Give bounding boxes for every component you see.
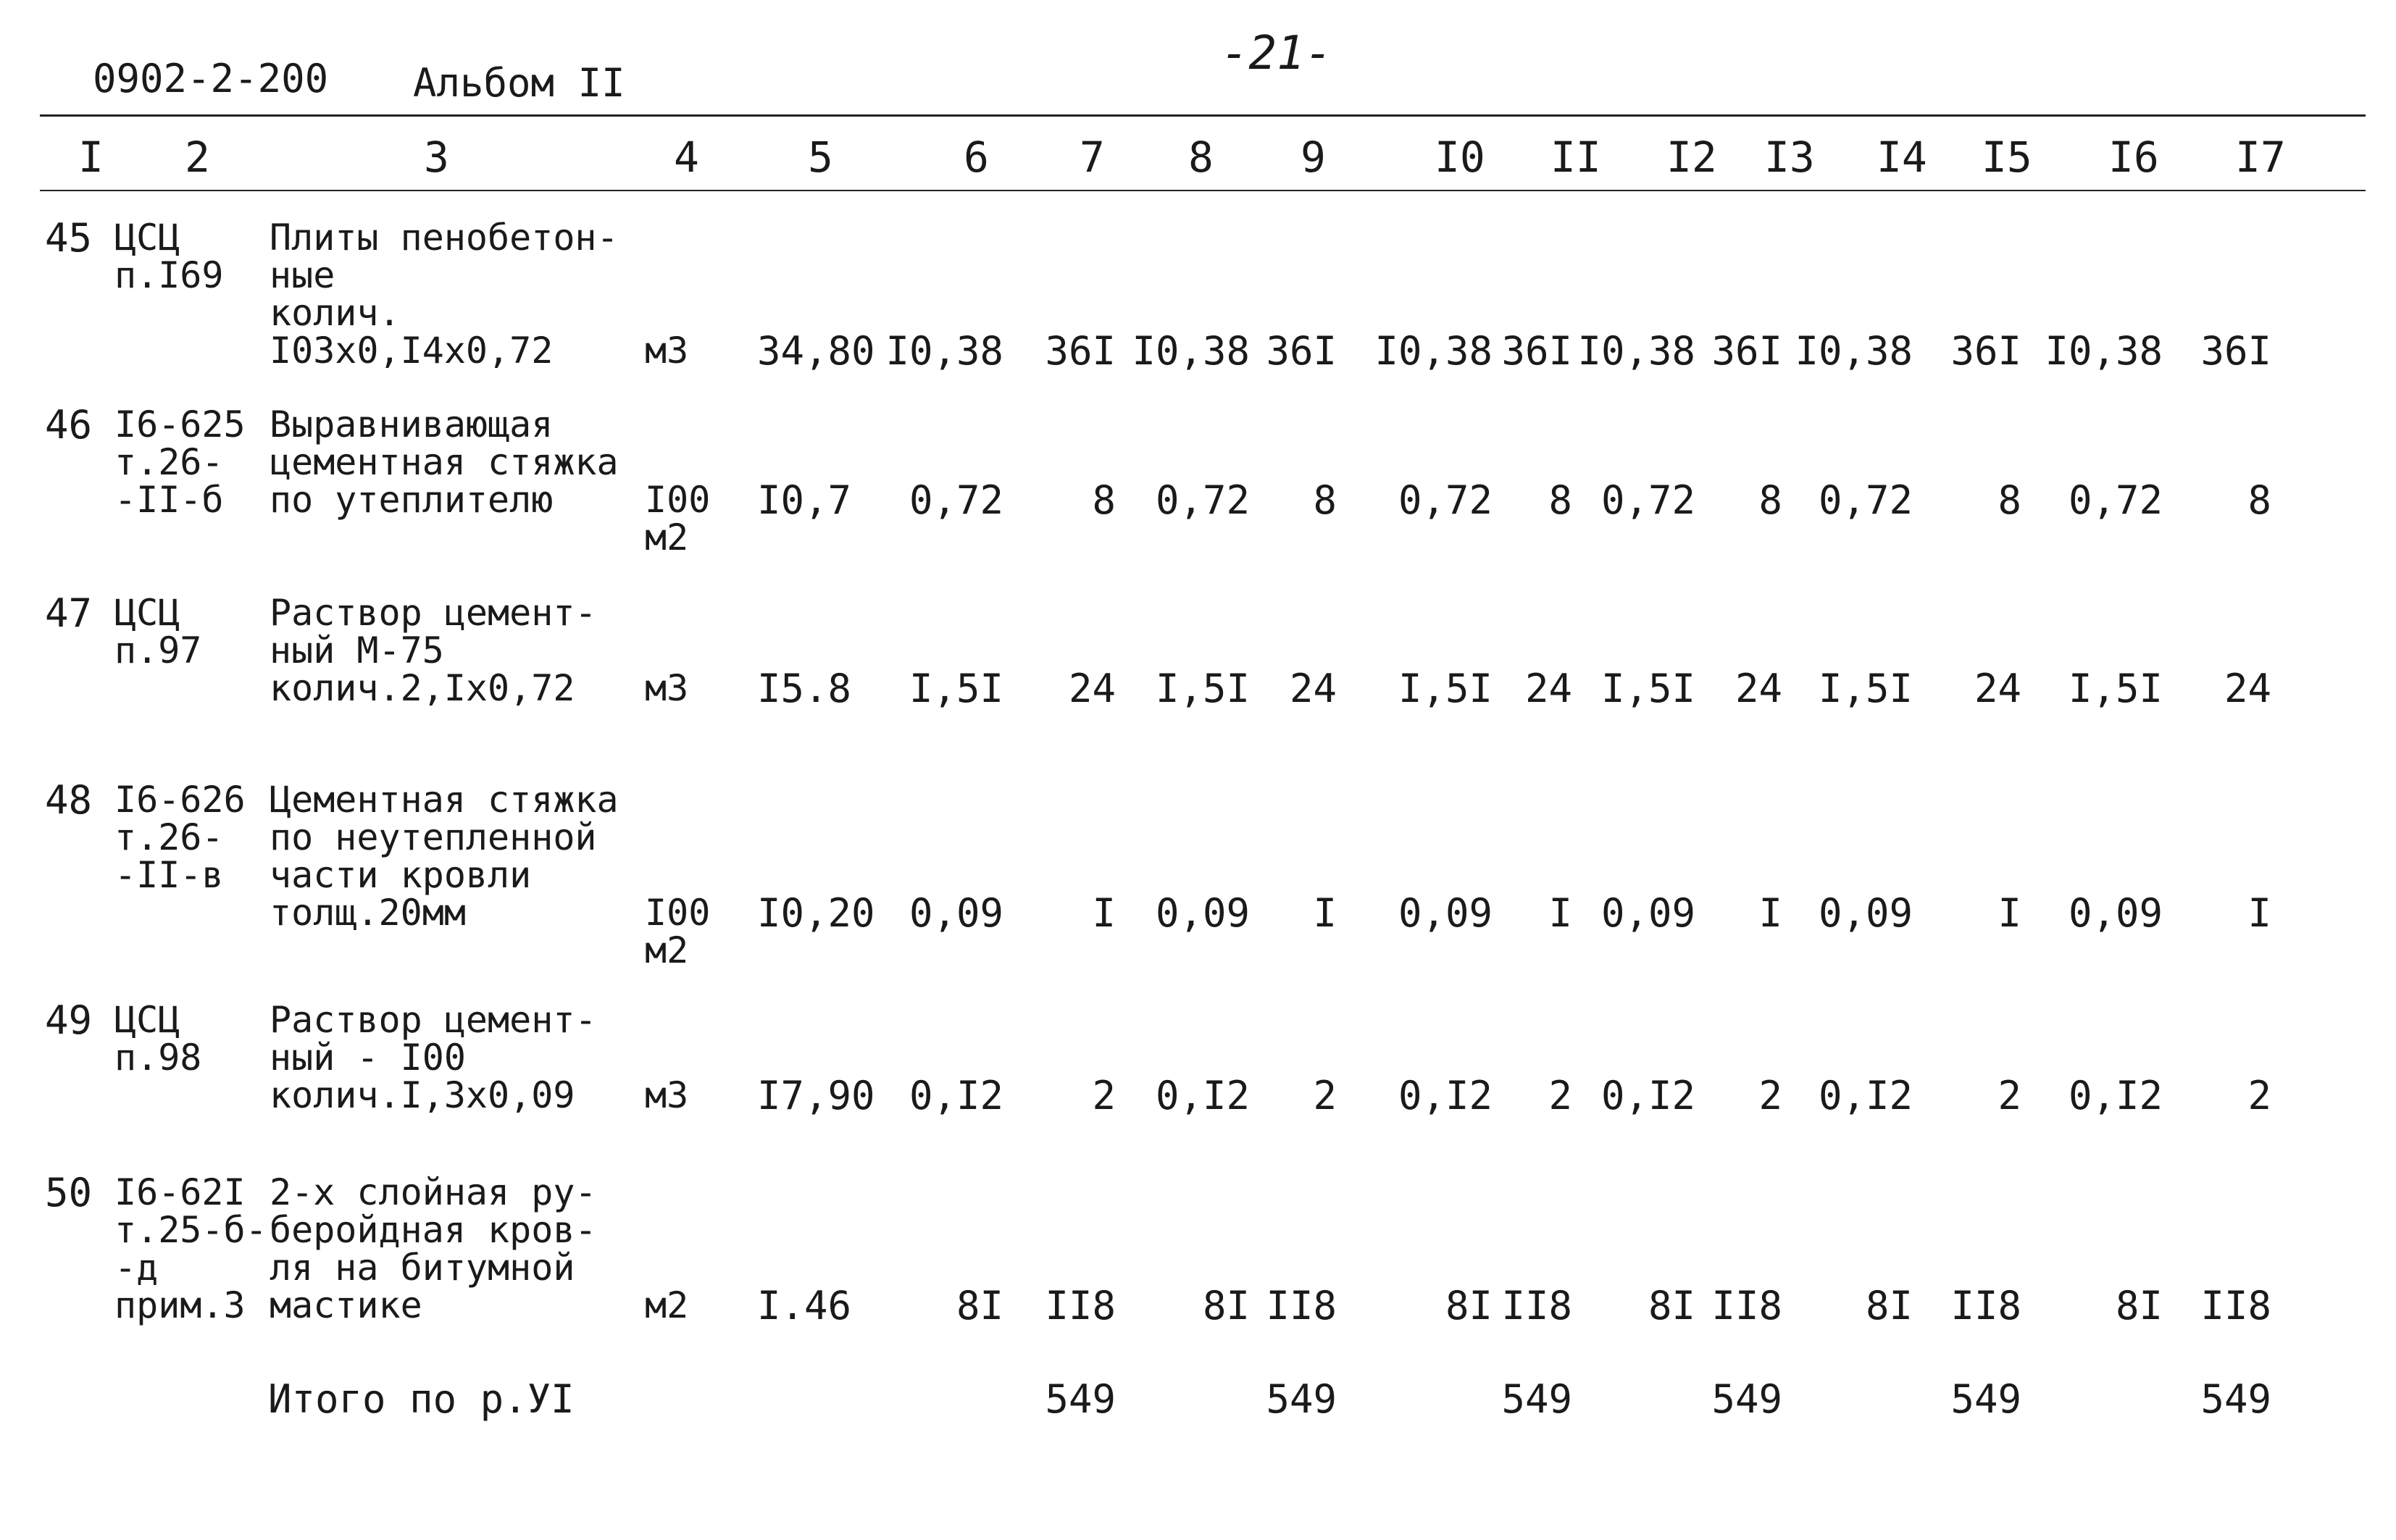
column-value: II8 (1950, 1283, 2021, 1328)
column-value: 0,72 (909, 477, 1003, 523)
norm-code: ЦСЦ (114, 592, 180, 634)
unit-cost: I0,7 (757, 477, 852, 523)
work-description: мастике (270, 1284, 422, 1326)
column-value: 0,I2 (2068, 1073, 2163, 1118)
row-number: 48 (45, 777, 93, 823)
column-number: I4 (1877, 133, 1927, 182)
total-label: Итого по р.УI (268, 1376, 575, 1422)
column-number: 7 (1080, 133, 1105, 182)
column-value: 2 (1313, 1073, 1337, 1118)
column-value: 0,I2 (1600, 1073, 1695, 1118)
column-value: I,5I (1398, 666, 1493, 711)
column-value: I (2247, 890, 2271, 936)
column-value: I0,38 (2045, 328, 2163, 374)
norm-code: -д (114, 1247, 159, 1289)
column-value: 24 (2224, 666, 2271, 711)
column-value: 0,09 (1398, 890, 1493, 936)
column-value: 0,I2 (1818, 1073, 1913, 1118)
row-number: 46 (45, 402, 93, 448)
column-value: II8 (1711, 1283, 1782, 1328)
column-value: 8 (1313, 477, 1337, 523)
column-value: 8 (1548, 477, 1572, 523)
column-value: I0,38 (1577, 328, 1695, 374)
unit: м3 (645, 667, 689, 709)
norm-code: т.25-б- (114, 1209, 267, 1251)
column-value: 36I (1266, 328, 1337, 374)
column-value: 0,09 (1818, 890, 1913, 936)
column-value: I0,38 (1132, 328, 1250, 374)
column-value: 36I (1501, 328, 1572, 374)
column-number: I7 (2235, 133, 2286, 182)
column-number: II (1550, 133, 1601, 182)
unit: I00 (645, 479, 711, 521)
row-number: 45 (45, 215, 93, 261)
column-value: 8I (1445, 1283, 1493, 1328)
column-number: I0 (1435, 133, 1485, 182)
column-value: 0,I2 (909, 1073, 1003, 1118)
column-value: I0,38 (1374, 328, 1493, 374)
unit: I00 (645, 892, 711, 934)
column-value: 8I (956, 1283, 1003, 1328)
column-number: 2 (185, 133, 210, 182)
total-value: 549 (1266, 1376, 1337, 1422)
column-value: 8I (1648, 1283, 1695, 1328)
column-number: I5 (1982, 133, 2032, 182)
column-value: 0,72 (1818, 477, 1913, 523)
work-description: Выравнивающая (270, 403, 554, 445)
column-number: 6 (964, 133, 989, 182)
column-value: I0,38 (885, 328, 1003, 374)
column-value: 0,72 (1600, 477, 1695, 523)
work-description: ный М-75 (270, 629, 444, 671)
work-description: Раствор цемент- (270, 999, 597, 1041)
column-value: I (1548, 890, 1572, 936)
column-value: 0,I2 (1398, 1073, 1493, 1118)
work-description: по утеплителю (270, 479, 554, 521)
column-number: I (78, 133, 104, 182)
column-number: 8 (1188, 133, 1214, 182)
norm-code: п.98 (114, 1037, 202, 1079)
norm-code: -II-б (114, 479, 224, 521)
work-description: I03x0,I4x0,72 (270, 330, 554, 372)
column-number: I3 (1764, 133, 1815, 182)
column-value: 0,09 (909, 890, 1003, 936)
work-description: 2-х слойная ру- (270, 1171, 597, 1213)
row-number: 49 (45, 997, 93, 1043)
work-description: ля на битумной (270, 1247, 575, 1289)
work-description: Цементная стяжка (270, 779, 619, 821)
work-description: Плиты пенобетон- (270, 217, 619, 259)
column-number: 4 (674, 133, 699, 182)
column-value: 36I (2200, 328, 2271, 374)
document-code: 0902-2-200 (93, 56, 329, 101)
column-value: 2 (1758, 1073, 1782, 1118)
column-value: 0,72 (1398, 477, 1493, 523)
column-value: 0,09 (2068, 890, 2163, 936)
row-number: 50 (45, 1170, 93, 1215)
work-description: беройдная кров- (270, 1209, 597, 1251)
work-description: толщ.20мм (270, 892, 466, 934)
unit-cost: I7,90 (757, 1073, 875, 1118)
norm-code: т.26- (114, 441, 224, 483)
column-value: 8 (1758, 477, 1782, 523)
norm-code: I6-626 (114, 779, 246, 821)
column-value: II8 (2200, 1283, 2271, 1328)
column-value: 2 (1998, 1073, 2021, 1118)
unit-cost: 34,80 (757, 328, 875, 374)
column-value: II8 (1045, 1283, 1116, 1328)
column-value: 2 (1092, 1073, 1116, 1118)
column-value: 2 (2247, 1073, 2271, 1118)
column-value: 2 (1548, 1073, 1572, 1118)
column-value: 8 (2247, 477, 2271, 523)
page-number: -21- (1221, 27, 1333, 80)
column-number: 3 (424, 133, 449, 182)
column-value: I,5I (2068, 666, 2163, 711)
unit: м2 (645, 929, 689, 971)
work-description: Раствор цемент- (270, 592, 597, 634)
column-value: I,5I (1600, 666, 1695, 711)
norm-code: ЦСЦ (114, 217, 180, 259)
work-description: колич. (270, 292, 401, 334)
work-description: ный - I00 (270, 1037, 466, 1079)
column-value: I (1998, 890, 2021, 936)
column-value: 36I (1711, 328, 1782, 374)
album-title: Альбом II (413, 60, 625, 106)
total-value: 549 (1950, 1376, 2021, 1422)
total-value: 549 (1045, 1376, 1116, 1422)
norm-code: -II-в (114, 854, 224, 896)
column-value: I (1092, 890, 1116, 936)
work-description: колич.I,3x0,09 (270, 1074, 575, 1116)
column-value: 24 (1974, 666, 2021, 711)
unit-cost: I.46 (757, 1283, 852, 1328)
column-value: 0,09 (1155, 890, 1250, 936)
header-rule (40, 114, 2366, 117)
column-value: 0,09 (1600, 890, 1695, 936)
norm-code: ЦСЦ (114, 999, 180, 1041)
column-value: I,5I (1818, 666, 1913, 711)
column-value: 0,I2 (1155, 1073, 1250, 1118)
unit: м3 (645, 330, 689, 372)
norm-code: т.26- (114, 816, 224, 858)
column-value: I0,38 (1795, 328, 1913, 374)
unit: м3 (645, 1074, 689, 1116)
column-number: 5 (808, 133, 833, 182)
column-value: II8 (1501, 1283, 1572, 1328)
work-description: цементная стяжка (270, 441, 619, 483)
column-value: 24 (1068, 666, 1116, 711)
unit: м2 (645, 1284, 689, 1326)
column-value: 0,72 (2068, 477, 2163, 523)
column-value: 24 (1289, 666, 1337, 711)
column-value: II8 (1266, 1283, 1337, 1328)
column-value: 8 (1998, 477, 2021, 523)
column-value: 0,72 (1155, 477, 1250, 523)
total-value: 549 (1711, 1376, 1782, 1422)
column-value: I,5I (1155, 666, 1250, 711)
column-value: 8I (1865, 1283, 1913, 1328)
column-value: I (1758, 890, 1782, 936)
row-number: 47 (45, 590, 93, 636)
column-value: 24 (1735, 666, 1782, 711)
work-description: колич.2,Ix0,72 (270, 667, 575, 709)
work-description: по неутепленной (270, 816, 597, 858)
column-value: 24 (1524, 666, 1572, 711)
norm-code: прим.3 (114, 1284, 246, 1326)
norm-code: п.97 (114, 629, 202, 671)
work-description: части кровли (270, 854, 532, 896)
unit: м2 (645, 516, 689, 558)
unit-cost: I0,20 (757, 890, 875, 936)
norm-code: п.I69 (114, 254, 224, 296)
work-description: ные (270, 254, 335, 296)
column-value: I,5I (909, 666, 1003, 711)
column-value: 8I (2115, 1283, 2163, 1328)
column-number: 9 (1301, 133, 1326, 182)
column-header-rule (40, 190, 2366, 191)
unit-cost: I5.8 (757, 666, 852, 711)
column-number: I6 (2108, 133, 2159, 182)
column-value: 8 (1092, 477, 1116, 523)
total-value: 549 (1501, 1376, 1572, 1422)
norm-code: I6-625 (114, 403, 246, 445)
column-value: 8I (1202, 1283, 1250, 1328)
column-value: 36I (1950, 328, 2021, 374)
column-number: I2 (1666, 133, 1717, 182)
column-value: I (1313, 890, 1337, 936)
total-value: 549 (2200, 1376, 2271, 1422)
column-value: 36I (1045, 328, 1116, 374)
norm-code: I6-62I (114, 1171, 246, 1213)
